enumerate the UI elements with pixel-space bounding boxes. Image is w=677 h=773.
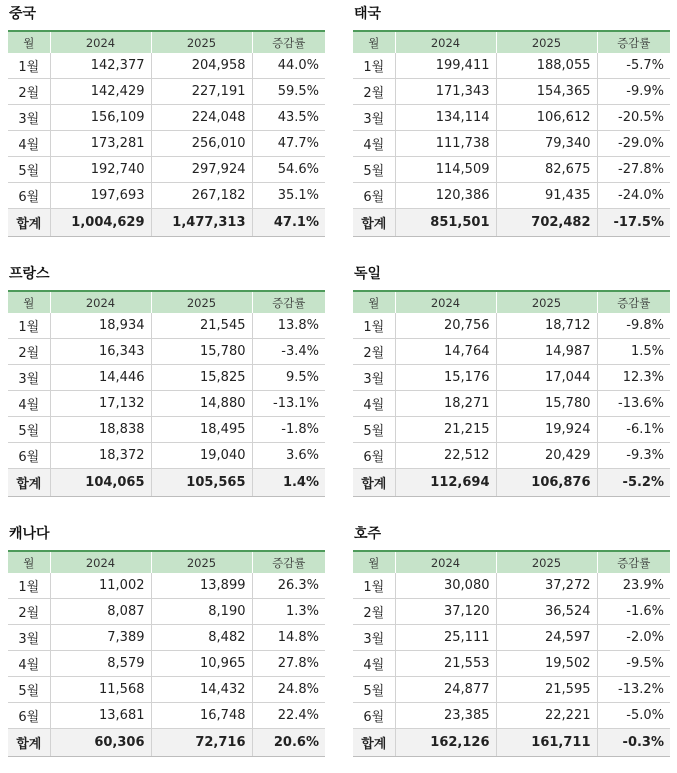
month-cell: 3월: [8, 105, 50, 131]
header-rate: 증감률: [252, 291, 325, 313]
header-rate: 증감률: [597, 291, 670, 313]
table-block-canada: [8, 524, 325, 757]
table-row: [8, 313, 325, 339]
table-row: [353, 391, 670, 417]
month-cell: 6월: [353, 183, 395, 209]
month-cell: 6월: [8, 183, 50, 209]
value-2025-cell: 91,435: [496, 183, 597, 209]
total-row: [8, 209, 325, 237]
header-month: 월: [353, 291, 395, 313]
value-2025-cell: 204,958: [151, 53, 252, 79]
value-2024-cell: 111,738: [395, 131, 496, 157]
value-2025-cell: 19,924: [496, 417, 597, 443]
month-cell: 4월: [8, 651, 50, 677]
total-month-cell: 합계: [353, 209, 395, 237]
total-rate-cell: 47.1%: [252, 209, 325, 237]
value-2025-cell: 224,048: [151, 105, 252, 131]
total-value-2024-cell: 1,004,629: [50, 209, 151, 237]
data-table: [8, 30, 325, 237]
rate-cell: 23.9%: [597, 573, 670, 599]
value-2025-cell: 15,780: [151, 339, 252, 365]
data-table: [8, 290, 325, 497]
total-rate-cell: 1.4%: [252, 469, 325, 497]
value-2025-cell: 14,432: [151, 677, 252, 703]
value-2025-cell: 8,482: [151, 625, 252, 651]
total-month-cell: 합계: [8, 469, 50, 497]
header-row: [8, 31, 325, 53]
month-cell: 1월: [353, 573, 395, 599]
rate-cell: 12.3%: [597, 365, 670, 391]
table-title: 캐나다: [9, 526, 50, 542]
header-2025: 2025: [151, 551, 252, 573]
month-cell: 6월: [353, 443, 395, 469]
value-2024-cell: 18,838: [50, 417, 151, 443]
value-2024-cell: 21,215: [395, 417, 496, 443]
header-rate: 증감률: [252, 551, 325, 573]
month-cell: 3월: [353, 625, 395, 651]
table-block-australia: [353, 524, 670, 757]
table-row: [8, 443, 325, 469]
header-rate: 증감률: [597, 31, 670, 53]
table-row: [8, 157, 325, 183]
value-2024-cell: 11,002: [50, 573, 151, 599]
value-2025-cell: 21,545: [151, 313, 252, 339]
total-value-2025-cell: 161,711: [496, 729, 597, 757]
table-row: [8, 105, 325, 131]
rate-cell: -13.2%: [597, 677, 670, 703]
table-row: [8, 183, 325, 209]
value-2024-cell: 15,176: [395, 365, 496, 391]
value-2024-cell: 156,109: [50, 105, 151, 131]
rate-cell: 54.6%: [252, 157, 325, 183]
header-rate: 증감률: [252, 31, 325, 53]
total-row: [353, 209, 670, 237]
header-rate: 증감률: [597, 551, 670, 573]
table-title: 태국: [354, 6, 382, 22]
total-value-2025-cell: 72,716: [151, 729, 252, 757]
rate-cell: -9.3%: [597, 443, 670, 469]
rate-cell: -1.6%: [597, 599, 670, 625]
month-cell: 1월: [8, 313, 50, 339]
rate-cell: -9.8%: [597, 313, 670, 339]
header-2024: 2024: [50, 291, 151, 313]
table-row: [353, 573, 670, 599]
value-2025-cell: 22,221: [496, 703, 597, 729]
month-cell: 4월: [353, 651, 395, 677]
table-row: [353, 417, 670, 443]
header-2024: 2024: [50, 551, 151, 573]
month-cell: 2월: [353, 599, 395, 625]
table-row: [8, 365, 325, 391]
rate-cell: 1.3%: [252, 599, 325, 625]
value-2025-cell: 16,748: [151, 703, 252, 729]
month-cell: 6월: [353, 703, 395, 729]
rate-cell: -3.4%: [252, 339, 325, 365]
value-2024-cell: 192,740: [50, 157, 151, 183]
table-row: [8, 599, 325, 625]
value-2024-cell: 8,579: [50, 651, 151, 677]
rate-cell: -13.1%: [252, 391, 325, 417]
header-month: 월: [353, 551, 395, 573]
rate-cell: 59.5%: [252, 79, 325, 105]
value-2025-cell: 19,040: [151, 443, 252, 469]
month-cell: 5월: [8, 417, 50, 443]
month-cell: 2월: [353, 339, 395, 365]
table-row: [353, 313, 670, 339]
header-month: 월: [8, 551, 50, 573]
table-row: [8, 339, 325, 365]
rate-cell: 27.8%: [252, 651, 325, 677]
value-2024-cell: 22,512: [395, 443, 496, 469]
table-row: [353, 157, 670, 183]
header-2024: 2024: [395, 551, 496, 573]
month-cell: 1월: [353, 53, 395, 79]
table-row: [353, 599, 670, 625]
table-row: [8, 573, 325, 599]
rate-cell: 26.3%: [252, 573, 325, 599]
month-cell: 2월: [8, 599, 50, 625]
total-rate-cell: -0.3%: [597, 729, 670, 757]
total-month-cell: 합계: [8, 729, 50, 757]
month-cell: 2월: [8, 79, 50, 105]
table-row: [353, 443, 670, 469]
value-2025-cell: 8,190: [151, 599, 252, 625]
value-2025-cell: 37,272: [496, 573, 597, 599]
value-2024-cell: 23,385: [395, 703, 496, 729]
value-2024-cell: 197,693: [50, 183, 151, 209]
value-2024-cell: 37,120: [395, 599, 496, 625]
total-value-2024-cell: 112,694: [395, 469, 496, 497]
value-2025-cell: 21,595: [496, 677, 597, 703]
header-row: [8, 291, 325, 313]
value-2024-cell: 16,343: [50, 339, 151, 365]
total-row: [8, 469, 325, 497]
month-cell: 5월: [8, 157, 50, 183]
value-2024-cell: 114,509: [395, 157, 496, 183]
total-value-2025-cell: 1,477,313: [151, 209, 252, 237]
value-2025-cell: 15,825: [151, 365, 252, 391]
value-2024-cell: 7,389: [50, 625, 151, 651]
table-row: [353, 131, 670, 157]
header-row: [353, 551, 670, 573]
total-value-2024-cell: 104,065: [50, 469, 151, 497]
value-2025-cell: 14,880: [151, 391, 252, 417]
value-2024-cell: 14,764: [395, 339, 496, 365]
header-2024: 2024: [50, 31, 151, 53]
month-cell: 4월: [8, 391, 50, 417]
month-cell: 3월: [8, 625, 50, 651]
value-2025-cell: 256,010: [151, 131, 252, 157]
rate-cell: 47.7%: [252, 131, 325, 157]
value-2025-cell: 18,495: [151, 417, 252, 443]
total-row: [353, 729, 670, 757]
table-title: 중국: [9, 6, 37, 22]
month-cell: 2월: [353, 79, 395, 105]
value-2025-cell: 36,524: [496, 599, 597, 625]
table-row: [353, 677, 670, 703]
rate-cell: -2.0%: [597, 625, 670, 651]
table-row: [353, 53, 670, 79]
value-2025-cell: 79,340: [496, 131, 597, 157]
rate-cell: 24.8%: [252, 677, 325, 703]
month-cell: 1월: [8, 53, 50, 79]
value-2024-cell: 14,446: [50, 365, 151, 391]
total-month-cell: 합계: [353, 729, 395, 757]
value-2024-cell: 13,681: [50, 703, 151, 729]
value-2025-cell: 18,712: [496, 313, 597, 339]
rate-cell: 1.5%: [597, 339, 670, 365]
value-2024-cell: 199,411: [395, 53, 496, 79]
rate-cell: 13.8%: [252, 313, 325, 339]
header-row: [8, 551, 325, 573]
rate-cell: -6.1%: [597, 417, 670, 443]
table-row: [8, 53, 325, 79]
table-block-thailand: [353, 4, 670, 237]
rate-cell: -27.8%: [597, 157, 670, 183]
table-row: [8, 677, 325, 703]
value-2024-cell: 11,568: [50, 677, 151, 703]
data-table: [8, 550, 325, 757]
rate-cell: 22.4%: [252, 703, 325, 729]
total-rate-cell: -5.2%: [597, 469, 670, 497]
total-month-cell: 합계: [8, 209, 50, 237]
value-2025-cell: 106,612: [496, 105, 597, 131]
month-cell: 1월: [8, 573, 50, 599]
header-row: [353, 31, 670, 53]
rate-cell: -29.0%: [597, 131, 670, 157]
month-cell: 5월: [353, 677, 395, 703]
total-value-2024-cell: 851,501: [395, 209, 496, 237]
rate-cell: -9.9%: [597, 79, 670, 105]
value-2024-cell: 17,132: [50, 391, 151, 417]
header-2025: 2025: [496, 551, 597, 573]
month-cell: 1월: [353, 313, 395, 339]
total-rate-cell: 20.6%: [252, 729, 325, 757]
rate-cell: 44.0%: [252, 53, 325, 79]
rate-cell: -20.5%: [597, 105, 670, 131]
rate-cell: -1.8%: [252, 417, 325, 443]
value-2024-cell: 142,377: [50, 53, 151, 79]
table-row: [353, 651, 670, 677]
rate-cell: -9.5%: [597, 651, 670, 677]
header-2024: 2024: [395, 31, 496, 53]
header-2025: 2025: [151, 291, 252, 313]
header-2025: 2025: [151, 31, 252, 53]
value-2025-cell: 227,191: [151, 79, 252, 105]
table-row: [8, 651, 325, 677]
table-row: [8, 417, 325, 443]
header-2025: 2025: [496, 291, 597, 313]
table-row: [353, 703, 670, 729]
value-2025-cell: 24,597: [496, 625, 597, 651]
total-value-2024-cell: 60,306: [50, 729, 151, 757]
data-table: [353, 550, 670, 757]
value-2024-cell: 18,934: [50, 313, 151, 339]
table-row: [353, 79, 670, 105]
value-2024-cell: 18,372: [50, 443, 151, 469]
rate-cell: 14.8%: [252, 625, 325, 651]
header-2025: 2025: [496, 31, 597, 53]
data-table: [353, 290, 670, 497]
rate-cell: 3.6%: [252, 443, 325, 469]
header-month: 월: [353, 31, 395, 53]
value-2024-cell: 8,087: [50, 599, 151, 625]
table-row: [353, 105, 670, 131]
table-row: [353, 625, 670, 651]
value-2025-cell: 13,899: [151, 573, 252, 599]
header-month: 월: [8, 31, 50, 53]
total-value-2024-cell: 162,126: [395, 729, 496, 757]
value-2024-cell: 134,114: [395, 105, 496, 131]
table-block-china: [8, 4, 325, 237]
table-row: [8, 625, 325, 651]
total-month-cell: 합계: [353, 469, 395, 497]
value-2024-cell: 20,756: [395, 313, 496, 339]
rate-cell: 9.5%: [252, 365, 325, 391]
month-cell: 3월: [353, 105, 395, 131]
table-row: [353, 339, 670, 365]
month-cell: 4월: [8, 131, 50, 157]
table-block-france: [8, 264, 325, 497]
table-title: 호주: [354, 526, 382, 542]
value-2025-cell: 82,675: [496, 157, 597, 183]
value-2024-cell: 142,429: [50, 79, 151, 105]
header-row: [353, 291, 670, 313]
month-cell: 5월: [353, 157, 395, 183]
month-cell: 3월: [8, 365, 50, 391]
data-table: [353, 30, 670, 237]
value-2024-cell: 18,271: [395, 391, 496, 417]
total-row: [8, 729, 325, 757]
table-block-germany: [353, 264, 670, 497]
total-rate-cell: -17.5%: [597, 209, 670, 237]
value-2024-cell: 120,386: [395, 183, 496, 209]
month-cell: 3월: [353, 365, 395, 391]
table-row: [353, 365, 670, 391]
month-cell: 6월: [8, 703, 50, 729]
month-cell: 4월: [353, 131, 395, 157]
total-value-2025-cell: 105,565: [151, 469, 252, 497]
month-cell: 4월: [353, 391, 395, 417]
value-2025-cell: 188,055: [496, 53, 597, 79]
header-2024: 2024: [395, 291, 496, 313]
rate-cell: -24.0%: [597, 183, 670, 209]
month-cell: 6월: [8, 443, 50, 469]
table-row: [8, 79, 325, 105]
value-2024-cell: 173,281: [50, 131, 151, 157]
value-2025-cell: 10,965: [151, 651, 252, 677]
value-2025-cell: 14,987: [496, 339, 597, 365]
value-2025-cell: 154,365: [496, 79, 597, 105]
total-value-2025-cell: 106,876: [496, 469, 597, 497]
value-2025-cell: 297,924: [151, 157, 252, 183]
value-2025-cell: 17,044: [496, 365, 597, 391]
table-row: [353, 183, 670, 209]
rate-cell: -5.0%: [597, 703, 670, 729]
total-row: [353, 469, 670, 497]
table-row: [8, 131, 325, 157]
rate-cell: -5.7%: [597, 53, 670, 79]
value-2024-cell: 171,343: [395, 79, 496, 105]
table-row: [8, 391, 325, 417]
value-2024-cell: 24,877: [395, 677, 496, 703]
month-cell: 2월: [8, 339, 50, 365]
header-month: 월: [8, 291, 50, 313]
month-cell: 5월: [353, 417, 395, 443]
value-2025-cell: 19,502: [496, 651, 597, 677]
table-row: [8, 703, 325, 729]
month-cell: 5월: [8, 677, 50, 703]
total-value-2025-cell: 702,482: [496, 209, 597, 237]
value-2025-cell: 20,429: [496, 443, 597, 469]
value-2024-cell: 30,080: [395, 573, 496, 599]
table-title: 프랑스: [9, 266, 50, 282]
value-2024-cell: 25,111: [395, 625, 496, 651]
rate-cell: 35.1%: [252, 183, 325, 209]
rate-cell: 43.5%: [252, 105, 325, 131]
rate-cell: -13.6%: [597, 391, 670, 417]
table-title: 독일: [354, 266, 382, 282]
value-2024-cell: 21,553: [395, 651, 496, 677]
value-2025-cell: 15,780: [496, 391, 597, 417]
value-2025-cell: 267,182: [151, 183, 252, 209]
